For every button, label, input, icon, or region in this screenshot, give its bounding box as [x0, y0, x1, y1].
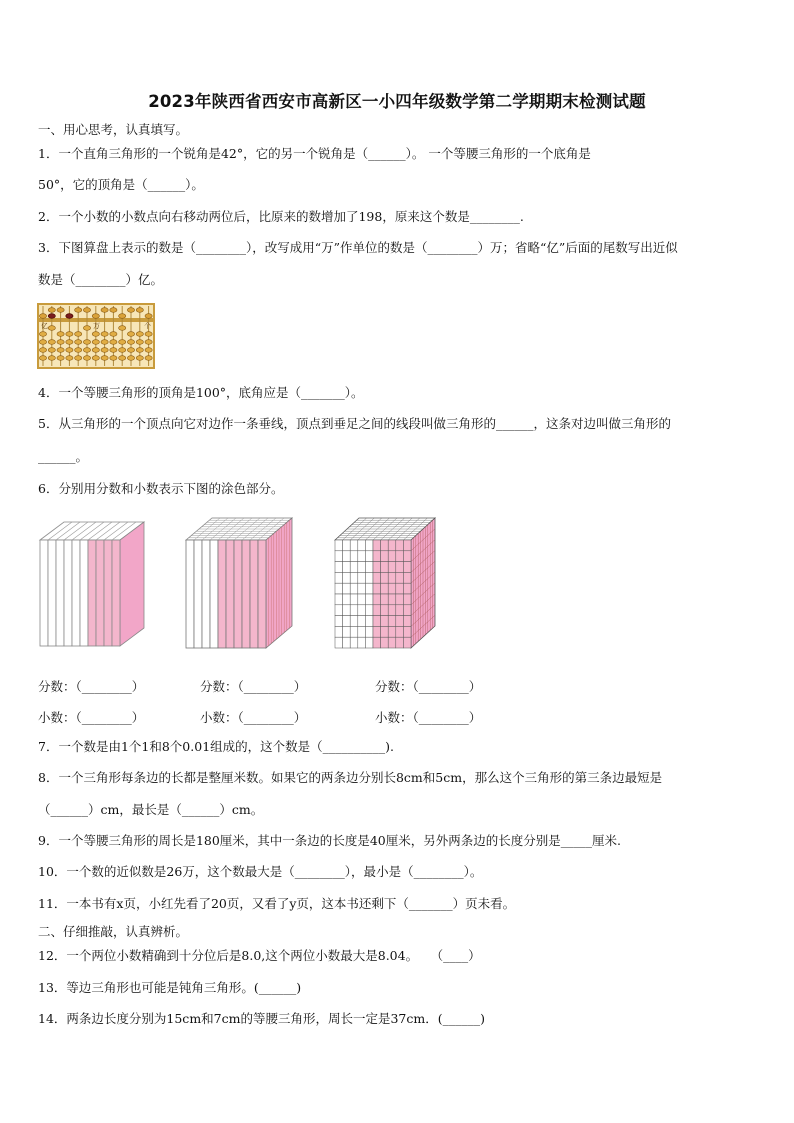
cube3-cell [335, 605, 343, 616]
abacus-bead [145, 356, 152, 361]
abacus-bead [48, 326, 55, 331]
cube1-slab [88, 540, 96, 646]
cube3-cell [403, 583, 411, 594]
abacus-bead [127, 332, 134, 337]
cube3-cell [396, 626, 404, 637]
cube3-cell [350, 594, 358, 605]
fraction-answer-3: 分数：（________） [375, 679, 482, 694]
cube2-rod [202, 540, 210, 648]
cube3-cell [365, 562, 373, 573]
cube3-cell [381, 540, 389, 551]
abacus-bead [145, 340, 152, 345]
abacus-bead [39, 348, 46, 353]
cube3-cell [365, 605, 373, 616]
abacus-bead [39, 340, 46, 345]
q6-text: 6．分别用分数和小数表示下图的涂色部分。 [38, 481, 284, 496]
cube3-cell [373, 583, 381, 594]
decimal-answer-3: 小数：（________） [375, 710, 482, 725]
cube2-rod [226, 540, 234, 648]
abacus-bead [145, 332, 152, 337]
abacus-bead [39, 314, 46, 319]
section-1-heading: 一、用心思考，认真填写。 [38, 122, 189, 137]
abacus-bead [92, 314, 99, 319]
cube1-slab [96, 540, 104, 646]
cube3-cell [403, 540, 411, 551]
cube2-rod [242, 540, 250, 648]
abacus-bead [39, 332, 46, 337]
cube3-cell [335, 594, 343, 605]
cube3-cell [396, 583, 404, 594]
abacus-bead [75, 308, 82, 313]
cube3-cell [396, 637, 404, 648]
cube1-slab [80, 540, 88, 646]
cube3-cell [388, 583, 396, 594]
abacus-figure [38, 304, 154, 368]
abacus-bead [119, 314, 126, 319]
q14-text: 14．两条边长度分别为15cm和7cm的等腰三角形，周长一定是37cm．(______) [38, 1011, 485, 1026]
cube3-cell [350, 637, 358, 648]
abacus-bead [66, 340, 73, 345]
abacus-bead [57, 308, 64, 313]
q10-text: 10．一个数的近似数是26万，这个数最大是（________），最小是（________）。 [38, 864, 483, 879]
cube3-cell [335, 626, 343, 637]
cube3-cell [358, 572, 366, 583]
cube3-cell [365, 616, 373, 627]
abacus-bead [101, 308, 108, 313]
q8-line2: （______）cm，最长是（______）cm。 [38, 802, 264, 817]
abacus-bead [110, 332, 117, 337]
abacus-bead [92, 332, 99, 337]
abacus-bead [39, 356, 46, 361]
decimal-answer-2: 小数：（________） [200, 710, 307, 725]
abacus-bead [127, 308, 134, 313]
cube-figure-thousandths [335, 514, 439, 648]
cube3-cell [358, 605, 366, 616]
abacus-bead [136, 356, 143, 361]
q9-text: 9．一个等腰三角形的周长是180厘米，其中一条边的长度是40厘米，另外两条边的长度分别是_____厘米. [38, 833, 621, 848]
q13-text: 13．等边三角形也可能是钝角三角形。(______) [38, 980, 302, 995]
cube1-side-face [120, 522, 144, 646]
cube3-cell [373, 637, 381, 648]
abacus-label-wan: 万 [93, 322, 100, 330]
cube3-cell [388, 626, 396, 637]
abacus-bead [83, 356, 90, 361]
abacus-bead [57, 340, 64, 345]
abacus-bead [48, 356, 55, 361]
cube3-cell [396, 594, 404, 605]
cube3-cell [388, 605, 396, 616]
q3-line1: 3．下图算盘上表示的数是（________），改写成用“万”作单位的数是（________）万；省略“亿”后面的尾数写出近似 [38, 240, 678, 255]
cube3-cell [373, 540, 381, 551]
cube1-slab [40, 540, 48, 646]
cube3-cell [343, 551, 351, 562]
cube3-cell [388, 572, 396, 583]
cube3-cell [396, 605, 404, 616]
cube3-cell [358, 562, 366, 573]
cube-figure-tenths [40, 518, 152, 648]
abacus-bead [127, 356, 134, 361]
decimal-answer-1: 小数：（________） [38, 710, 145, 725]
abacus-bead [92, 348, 99, 353]
abacus-bead [83, 308, 90, 313]
abacus-bead [119, 326, 126, 331]
cube3-cell [388, 616, 396, 627]
cube3-cell [343, 583, 351, 594]
cube3-cell [381, 551, 389, 562]
cube3-cell [381, 637, 389, 648]
cube3-cell [381, 572, 389, 583]
cube3-cell [335, 540, 343, 551]
cube3-cell [388, 562, 396, 573]
cube2-rod [258, 540, 266, 648]
abacus-bead [66, 356, 73, 361]
abacus-bead [119, 340, 126, 345]
cube2-rod [218, 540, 226, 648]
cube3-cell [403, 594, 411, 605]
abacus-bead [83, 326, 90, 331]
cube3-cell [335, 572, 343, 583]
abacus-bead [75, 340, 82, 345]
q1-line1: 1．一个直角三角形的一个锐角是42°，它的另一个锐角是（______）。 一个等腰三角形的一个底角是 [38, 146, 591, 161]
cube3-cell [388, 594, 396, 605]
cube3-cell [381, 594, 389, 605]
abacus-bead [110, 356, 117, 361]
q3-line2: 数是（________）亿。 [38, 272, 164, 287]
cube3-cell [381, 562, 389, 573]
abacus-bead [75, 332, 82, 337]
cube3-cell [350, 626, 358, 637]
cube3-cell [335, 551, 343, 562]
cube3-cell [373, 572, 381, 583]
cube3-cell [350, 540, 358, 551]
abacus-bead [136, 340, 143, 345]
cube2-rod [194, 540, 202, 648]
abacus-label-ge: 个 [144, 322, 151, 330]
cube3-cell [350, 562, 358, 573]
cube3-cell [365, 637, 373, 648]
abacus-bead [145, 348, 152, 353]
abacus-bead [136, 308, 143, 313]
q8-line1: 8．一个三角形每条边的长都是整厘米数。如果它的两条边分别长8cm和5cm，那么这个三角形的第三条边最短是 [38, 770, 663, 785]
cube3-cell [403, 572, 411, 583]
cube3-cell [335, 562, 343, 573]
cube3-cell [381, 626, 389, 637]
abacus-bead [110, 308, 117, 313]
cube3-cell [365, 572, 373, 583]
q11-text: 11．一本书有x页，小红先看了20页，又看了y页，这本书还剩下（_______）页未看。 [38, 896, 516, 911]
cube3-cell [373, 594, 381, 605]
cube3-cell [388, 551, 396, 562]
cube1-slab [72, 540, 80, 646]
cube3-cell [365, 626, 373, 637]
cube3-cell [358, 626, 366, 637]
section-2-heading: 二、仔细推敲，认真辨析。 [38, 924, 189, 939]
cube1-slab [112, 540, 120, 646]
cube3-cell [403, 637, 411, 648]
q7-text: 7．一个数是由1个1和8个0.01组成的，这个数是（__________). [38, 739, 394, 754]
abacus-bead [127, 340, 134, 345]
cube3-cell [335, 637, 343, 648]
cube3-cell [358, 616, 366, 627]
cube3-cell [350, 605, 358, 616]
cube3-cell [343, 605, 351, 616]
abacus-bead [57, 356, 64, 361]
cube3-cell [358, 583, 366, 594]
cube3-cell [350, 572, 358, 583]
cube2-rod [250, 540, 258, 648]
abacus-bead [119, 356, 126, 361]
cube3-cell [358, 540, 366, 551]
cube-figure-hundredths [186, 514, 298, 648]
cube3-cell [373, 551, 381, 562]
abacus-bead [101, 340, 108, 345]
cube1-slab [64, 540, 72, 646]
abacus-bead-marked [66, 314, 73, 319]
cube3-cell [403, 605, 411, 616]
abacus-label-yi: 亿 [41, 322, 48, 330]
abacus-bead [83, 348, 90, 353]
cube3-cell [365, 594, 373, 605]
cube3-cell [350, 616, 358, 627]
cube1-slab [56, 540, 64, 646]
cube3-cell [373, 626, 381, 637]
cube2-rod [210, 540, 218, 648]
abacus-bead [110, 348, 117, 353]
abacus-bead [75, 356, 82, 361]
cube3-cell [381, 605, 389, 616]
cube3-cell [403, 626, 411, 637]
cube3-cell [381, 616, 389, 627]
cube3-cell [365, 551, 373, 562]
cube3-cell [343, 562, 351, 573]
cube3-cell [396, 551, 404, 562]
fraction-answer-1: 分数：（________） [38, 679, 145, 694]
abacus-bead [92, 340, 99, 345]
cube3-cell [373, 616, 381, 627]
cube3-cell [396, 540, 404, 551]
cube3-cell [350, 583, 358, 594]
cube2-rod [234, 540, 242, 648]
abacus-bead [75, 348, 82, 353]
q1-line2: 50°，它的顶角是（______）。 [38, 177, 204, 192]
cube3-cell [403, 616, 411, 627]
page-title: 2023年陕西省西安市高新区一小四年级数学第二学期期末检测试题 [148, 92, 646, 111]
q2-text: 2．一个小数的小数点向右移动两位后，比原来的数增加了198，原来这个数是________. [38, 209, 524, 224]
abacus-bead [136, 348, 143, 353]
cube3-cell [388, 540, 396, 551]
fraction-answer-2: 分数：（________） [200, 679, 307, 694]
abacus-bead [48, 308, 55, 313]
abacus-bead [57, 332, 64, 337]
cube3-cell [365, 540, 373, 551]
abacus-bead [101, 348, 108, 353]
cube2-rod [186, 540, 194, 648]
cube3-cell [335, 583, 343, 594]
cube3-cell [381, 583, 389, 594]
cube3-cell [343, 594, 351, 605]
cube3-cell [335, 616, 343, 627]
cube3-cell [396, 616, 404, 627]
abacus-bead-marked [48, 314, 55, 319]
cube3-cell [343, 572, 351, 583]
abacus-bead [83, 340, 90, 345]
cube3-cell [343, 626, 351, 637]
abacus-bead [48, 340, 55, 345]
abacus-bead [101, 356, 108, 361]
cube3-cell [388, 637, 396, 648]
cube3-cell [358, 594, 366, 605]
cube3-cell [343, 616, 351, 627]
q12-text: 12．一个两位小数精确到十分位后是8.0,这个两位小数最大是8.04。 （____） [38, 948, 481, 963]
cube1-slab [104, 540, 112, 646]
cube3-cell [396, 562, 404, 573]
cube3-cell [373, 562, 381, 573]
abacus-bead [66, 348, 73, 353]
cube3-cell [365, 583, 373, 594]
cube3-cell [373, 605, 381, 616]
abacus-bead [119, 348, 126, 353]
q4-text: 4．一个等腰三角形的顶角是100°，底角应是（_______）。 [38, 385, 364, 400]
abacus-bead [92, 356, 99, 361]
cube3-cell [358, 551, 366, 562]
q5-line2: ______。 [38, 449, 89, 464]
q5-line1: 5．从三角形的一个顶点向它对边作一条垂线，顶点到垂足之间的线段叫做三角形的______，这条对边叫做三角形的 [38, 416, 671, 431]
cube3-cell [350, 551, 358, 562]
abacus-bead [110, 340, 117, 345]
cube3-cell [343, 540, 351, 551]
cube1-slab [48, 540, 56, 646]
cube3-cell [396, 572, 404, 583]
cube3-cell [403, 562, 411, 573]
abacus-bead [57, 348, 64, 353]
cube3-cell [358, 637, 366, 648]
abacus-bead [127, 348, 134, 353]
cube3-cell [403, 551, 411, 562]
abacus-bead [136, 332, 143, 337]
cube3-cell [343, 637, 351, 648]
abacus-bead [66, 332, 73, 337]
abacus-bead [145, 314, 152, 319]
abacus-bead [48, 348, 55, 353]
abacus-bead [101, 332, 108, 337]
